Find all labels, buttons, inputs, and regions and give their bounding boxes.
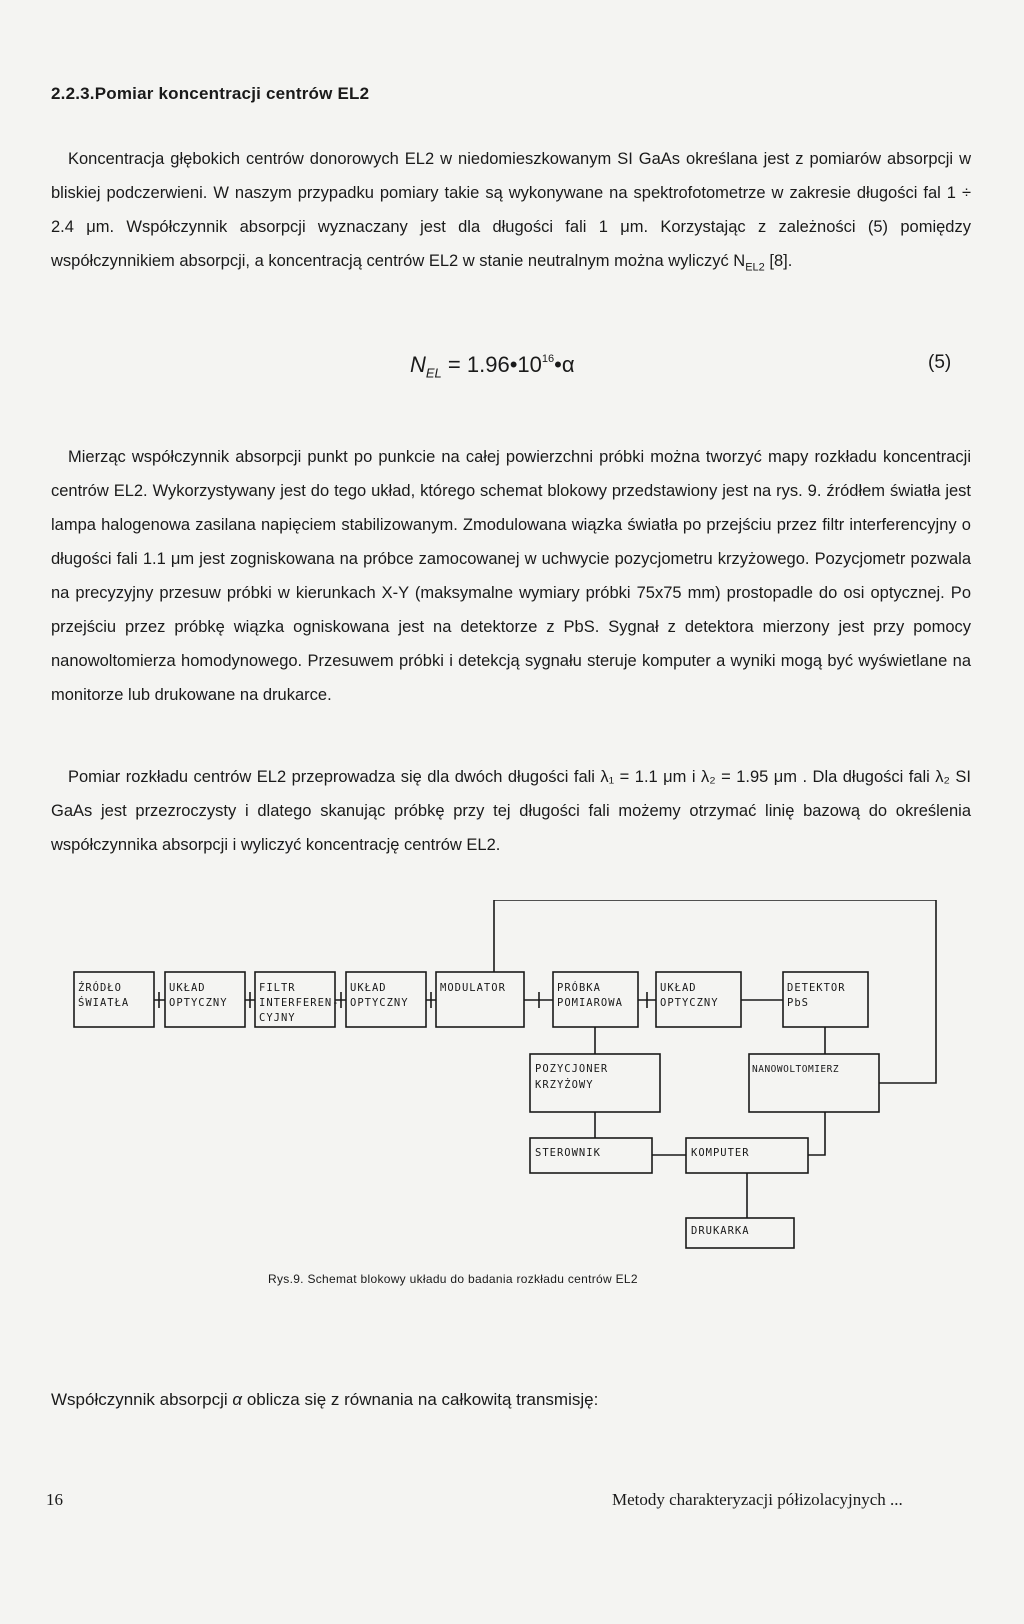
label-filter-2: INTERFEREN- [259,997,340,1009]
label-optics-3-2: OPTYCZNY [660,997,719,1009]
paragraph-1-subscript: EL2 [745,261,765,274]
closing-alpha: α [232,1390,243,1409]
equation-lhs: N [410,352,426,377]
label-sample-1: PRÓBKA [557,982,601,994]
equation-exponent: 16 [541,353,555,365]
nanovoltmeter-computer-link [808,1112,825,1155]
label-optics-2-2: OPTYCZNY [350,997,409,1009]
label-optics-1-1: UKŁAD [169,982,206,994]
label-controller: STEROWNIK [535,1147,601,1159]
equation-5 [410,352,575,380]
label-optics-2-1: UKŁAD [350,982,387,994]
label-detector-1: DETEKTOR [787,982,846,994]
label-positioner-2: KRZYŻOWY [535,1079,594,1091]
closing-sentence-end: oblicza się z równania na całkowitą transmisję: [242,1390,599,1409]
figure-caption: Rys.9. Schemat blokowy układu do badania rozkładu centrów EL2 [268,1272,638,1286]
label-sample-2: POMIAROWA [557,997,623,1009]
running-footer: Metody charakteryzacji półizolacyjnych ... [612,1490,903,1509]
label-optics-3-1: UKŁAD [660,982,697,994]
label-filter-1: FILTR [259,982,296,994]
label-light-source-1: ŹRÓDŁO [78,982,122,994]
label-positioner-1: POZYCJONER [535,1063,609,1075]
page-number: 16 [46,1490,63,1509]
equation-alpha: •α [554,352,575,377]
equation-rhs: = 1.96•10 [441,352,542,377]
label-optics-1-2: OPTYCZNY [169,997,228,1009]
label-modulator: MODULATOR [440,982,506,994]
paragraph-1-citation: [8]. [764,252,793,270]
label-filter-3: CYJNY [259,1012,296,1024]
paragraph-1 [51,142,971,284]
label-light-source-2: ŚWIATŁA [78,997,130,1009]
box-nanovoltmeter [749,1054,879,1112]
box-modulator [436,972,524,1027]
paragraph-2: Mierząc współczynnik absorpcji punkt po punkcie na całej powierzchni próbki można tworzyć mapy rozkładu koncentracji centrów EL2. Wykorzystywany jest do tego układ, którego schemat blokowy przedstawiony jest na rys. 9. źródłem światła jest lampa halogenowa zasilana napięciem stabilizowanym. Zmodulowana wiązka światła po przejściu przez filtr interferencyjny o długości fali 1.1 μm jest zogniskowana na próbce zamocowanej w uchwycie pozycjometru krzyżowego. Pozycjometr pozwala na precyzyjny przesuw próbki w kierunkach X-Y (maksymalne wymiary próbki 75x75 mm) prostopadle do osi optycznej. Po przejściu przez próbkę wiązka ogniskowana jest na detektorze z PbS. Sygnał z detektora mierzony jest przy pomocy nanowoltomierza homodynowego. Przesuwem próbki i detekcją sygnału steruje komputer a wyniki mogą być wyświetlane na monitorze lub drukowane na drukarce. [51,448,971,704]
closing-sentence [51,1390,598,1410]
label-nanovoltmeter: NANOWOLTOMIERZ [752,1064,840,1075]
closing-sentence-start: Współczynnik absorpcji [51,1390,233,1409]
paragraph-3: Pomiar rozkładu centrów EL2 przeprowadza się dla dwóch długości fali λ₁ = 1.1 μm i λ₂ = 1.95 μm . Dla długości fali λ₂ SI GaAs jest przezroczysty i dlatego skanując próbkę przy tej długości fali możemy otrzymać linię bazową do określenia współczynnika absorpcji i wyliczyć koncentrację centrów EL2. [51,768,971,854]
equation-number: (5) [928,352,952,373]
label-detector-2: PbS [787,997,809,1009]
section-heading: 2.2.3.Pomiar koncentracji centrów EL2 [51,84,370,103]
label-computer: KOMPUTER [691,1147,750,1159]
block-diagram [0,900,1024,1270]
label-printer: DRUKARKA [691,1225,750,1237]
equation-lhs-subscript: EL [425,365,442,381]
paragraph-1-text: Koncentracja głębokich centrów donorowych EL2 w niedomieszkowanym SI GaAs określana jest z pomiarów absorpcji w bliskiej podczerwieni. W naszym przypadku pomiary takie są wykonywane na spektrofotometrze w zakresie długości fal 1 ÷ 2.4 μm. Współczynnik absorpcji wyznaczany jest dla długości fali 1 μm. Korzystając z zależności (5) pomiędzy współczynnikiem absorpcji, a koncentracją centrów EL2 w stanie neutralnym można wyliczyć N [51,150,971,270]
